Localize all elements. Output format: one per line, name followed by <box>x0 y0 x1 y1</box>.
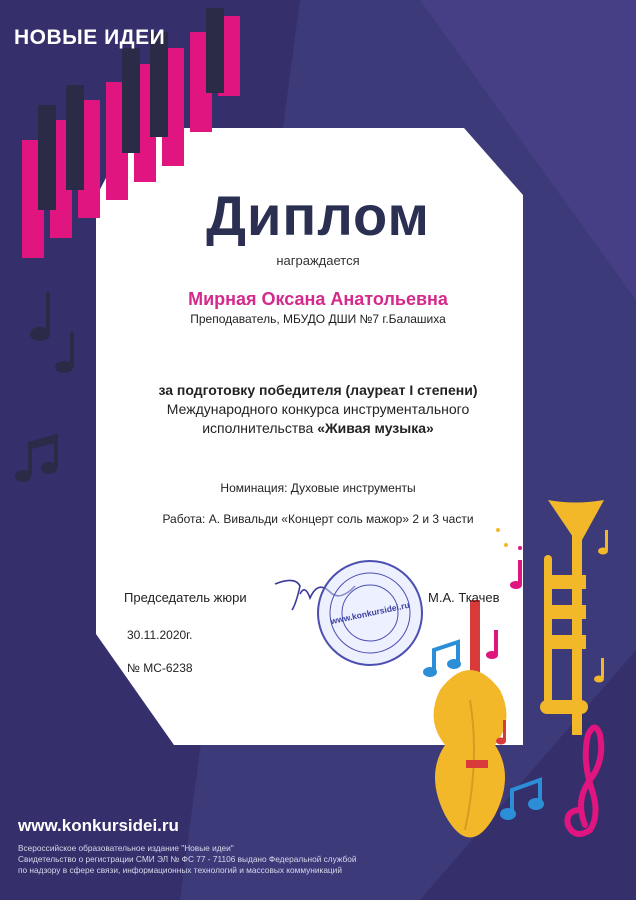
diploma-number: № МС-6238 <box>127 661 193 675</box>
footer-info <box>18 843 357 876</box>
reason-line-2: Международного конкурса инструментального <box>166 401 470 417</box>
work-title: Работа: А. Вивальди «Концерт соль мажор» 2 и 3 части <box>162 512 474 526</box>
contest-name: «Живая музыка» <box>317 420 434 436</box>
chair-label: Председатель жюри <box>124 590 247 605</box>
brand-logo: НОВЫЕ ИДЕИ <box>14 26 166 49</box>
stamp <box>315 558 425 668</box>
nomination: Номинация: Духовые инструменты <box>220 481 416 495</box>
footer-line-1: Всероссийское образовательное издание "Новые идеи" <box>18 843 234 853</box>
chair-name: М.А. Ткачев <box>428 590 500 605</box>
awarded-label: награждается <box>276 253 360 268</box>
issue-date: 30.11.2020г. <box>127 628 193 642</box>
diploma-title: Диплом <box>206 184 430 247</box>
footer-line-2: Свидетельство о регистрации СМИ ЭЛ № ФС 77 - 71106 выдано Федеральной службой <box>18 854 357 864</box>
award-reason <box>0 381 636 438</box>
recipient-name: Мирная Оксана Анатольевна <box>188 289 448 309</box>
reason-line-1: за подготовку победителя (лауреат I степени) <box>158 382 478 398</box>
footer-line-3: по надзору в сфере связи, информационных технологий и массовых коммуникаций <box>18 865 342 875</box>
site-url: www.konkursidei.ru <box>18 816 179 835</box>
stamp-text: www.konkursidei.ru <box>329 599 411 627</box>
reason-line-3: исполнительства <box>202 420 318 436</box>
recipient-description: Преподаватель, МБУДО ДШИ №7 г.Балашиха <box>190 312 446 326</box>
